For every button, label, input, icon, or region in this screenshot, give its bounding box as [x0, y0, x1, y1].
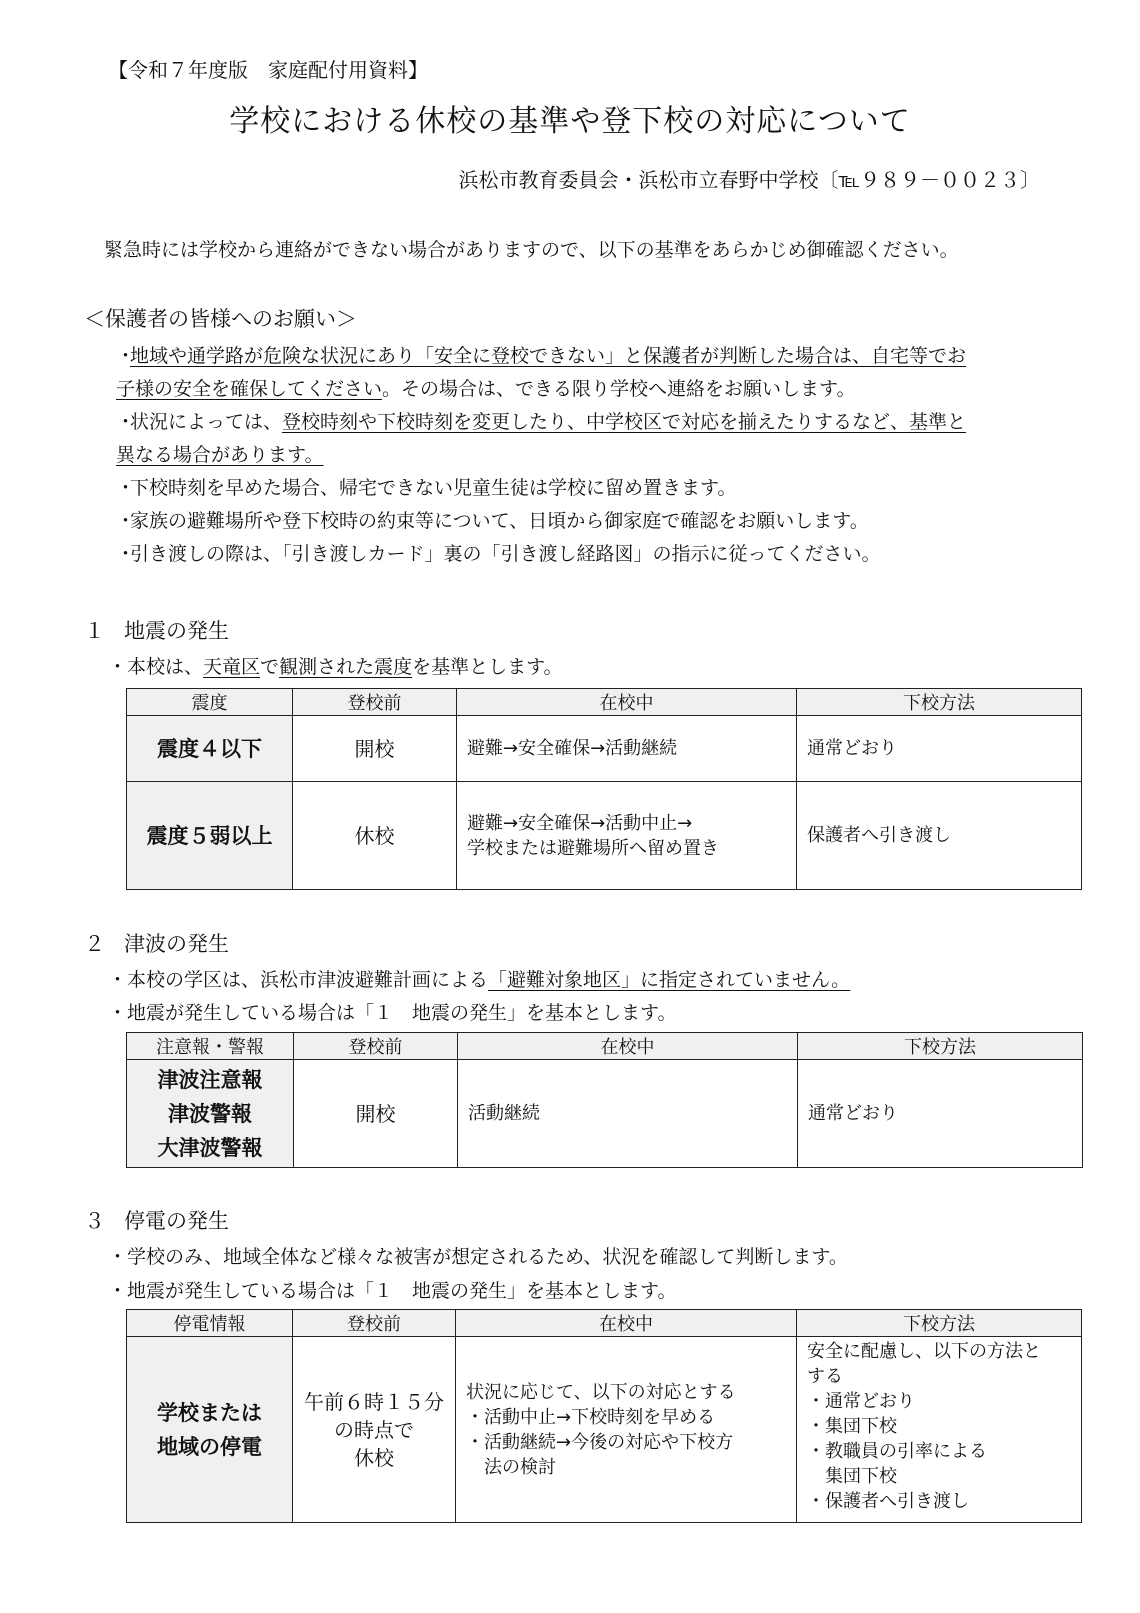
- bullet-mark: ・: [116, 345, 136, 367]
- before-school-cell: [293, 1337, 456, 1523]
- section-title: 停電の発生: [124, 1209, 229, 1233]
- at-school-cell: 活動継続: [458, 1060, 798, 1168]
- column-header: 下校方法: [797, 1310, 1082, 1337]
- table-row: [127, 716, 1082, 782]
- section-number: ３: [84, 1209, 105, 1233]
- column-header: 在校中: [456, 1310, 797, 1337]
- request-item: [116, 340, 1076, 373]
- cell-line: ・集団下校: [807, 1416, 897, 1437]
- request-text: 登校時刻や下校時刻を変更したり、中学校区で対応を揃えたりするなど、基準と: [282, 411, 967, 433]
- column-header: 下校方法: [798, 1033, 1083, 1060]
- request-item-cont: [116, 373, 1076, 406]
- note-text: を基準とします。: [412, 656, 563, 678]
- request-text: 下校時刻を早めた場合、帰宅できない児童生徒は学校に留め置きます。: [130, 477, 737, 499]
- section-title: 津波の発生: [124, 932, 229, 956]
- note-text: 本校の学区は、浜松市津波避難計画による: [127, 969, 489, 991]
- bullet-mark: ・: [108, 656, 128, 678]
- section-2-heading: [84, 928, 229, 958]
- section-3-heading: [84, 1205, 229, 1235]
- cell-line: 学校または避難場所へ留め置き: [467, 837, 719, 859]
- bullet-mark: ・: [116, 510, 136, 532]
- cell-line: の時点で: [334, 1417, 414, 1442]
- request-text: 状況によっては、: [130, 411, 283, 433]
- section-3-note: [108, 1276, 677, 1303]
- column-header: 登校前: [294, 1033, 458, 1060]
- note-text: 学校のみ、地域全体など様々な被害が想定されるため、状況を確認して判断します。: [127, 1246, 848, 1268]
- requests-heading: ＜保護者の皆様へのお願い＞: [84, 307, 357, 331]
- bullet-mark: ・: [108, 1002, 128, 1024]
- cell-line: ・活動継続→今後の対応や下校方: [466, 1431, 734, 1453]
- outage-type-cell: [127, 1337, 293, 1523]
- page-title: 学校における休校の基準や登下校の対応について: [229, 104, 911, 139]
- request-item: [116, 472, 1076, 505]
- bullet-mark: ・: [116, 411, 136, 433]
- cell-line: 津波注意報: [157, 1067, 263, 1092]
- dismissal-cell: 通常どおり: [798, 1060, 1083, 1168]
- bullet-mark: ・: [108, 1280, 128, 1302]
- column-header: 震度: [127, 689, 293, 716]
- bullet-mark: ・: [116, 543, 136, 565]
- edition-label: 【令和７年度版 家庭配付用資料】: [108, 58, 428, 82]
- cell-line: 津波警報: [168, 1101, 252, 1126]
- column-header: 停電情報: [127, 1310, 293, 1337]
- dismissal-cell: 通常どおり: [797, 716, 1082, 782]
- cell-line: 避難→安全確保→活動継続: [467, 738, 678, 759]
- requests-list: [116, 340, 1076, 571]
- before-school-cell: 開校: [293, 716, 457, 782]
- bullet-mark: ・: [116, 477, 136, 499]
- column-header: 在校中: [457, 689, 797, 716]
- note-text-underlined: 観測された震度: [279, 656, 413, 678]
- intensity-cell: 震度４以下: [127, 716, 293, 782]
- before-school-cell: 休校: [293, 782, 457, 890]
- request-text: 異なる場合があります。: [116, 444, 324, 466]
- section-number: １: [84, 619, 105, 643]
- section-title: 地震の発生: [124, 619, 229, 643]
- column-header: 下校方法: [797, 689, 1082, 716]
- column-header: 登校前: [293, 1310, 456, 1337]
- column-header: 登校前: [293, 689, 457, 716]
- bullet-mark: ・: [108, 969, 128, 991]
- dismissal-cell: 保護者へ引き渡し: [797, 782, 1082, 890]
- note-text: 地震が発生している場合は「１ 地震の発生」を基本とします。: [127, 1280, 677, 1302]
- earthquake-table: [126, 688, 1082, 890]
- issuer-line: 浜松市教育委員会・浜松市立春野中学校〔℡９８９－００２３〕: [458, 168, 1040, 192]
- cell-line: 状況に応じて、以下の対応とする: [466, 1381, 736, 1403]
- column-header: 在校中: [458, 1033, 798, 1060]
- intensity-cell: 震度５弱以上: [127, 782, 293, 890]
- cell-line: 地域の停電: [157, 1434, 262, 1459]
- cell-line: ・保護者へ引き渡し: [807, 1491, 969, 1512]
- section-2-note: [108, 998, 677, 1025]
- request-text: 引き渡しの際は、「引き渡しカード」裏の「引き渡し経路図」の指示に従ってください。: [130, 543, 881, 565]
- cell-line: 学校または: [157, 1400, 262, 1425]
- request-text: 子様の安全を確保してください: [116, 378, 383, 400]
- before-school-cell: 開校: [294, 1060, 458, 1168]
- tsunami-table: [126, 1032, 1083, 1168]
- table-header-row: [127, 1033, 1083, 1060]
- cell-line: 避難→安全確保→活動中止→: [467, 812, 693, 834]
- table-header-row: [127, 689, 1082, 716]
- cell-line: ・教職員の引率による: [807, 1441, 987, 1462]
- at-school-cell: [457, 782, 797, 890]
- column-header: 注意報・警報: [127, 1033, 294, 1060]
- cell-line: ・活動中止→下校時刻を早める: [466, 1406, 716, 1428]
- request-item-cont: [116, 439, 1076, 472]
- request-text: 。その場合は、できる限り学校へ連絡をお願いします。: [382, 378, 856, 400]
- cell-line: 休校: [354, 1445, 394, 1470]
- section-1-note: [108, 652, 563, 679]
- request-item: [116, 505, 1076, 538]
- at-school-cell: [457, 716, 797, 782]
- bullet-mark: ・: [108, 1246, 128, 1268]
- note-text-underlined: 「避難対象地区」に指定されていません。: [488, 969, 851, 991]
- request-item: [116, 538, 1076, 571]
- cell-line: 集団下校: [807, 1466, 897, 1487]
- table-row: [127, 1337, 1082, 1523]
- note-text: で: [260, 656, 280, 678]
- note-text-underlined: 天竜区: [203, 656, 261, 678]
- warning-cell: [127, 1060, 294, 1168]
- at-school-cell: [456, 1337, 797, 1523]
- intro-text: 緊急時には学校から連絡ができない場合がありますので、以下の基準をあらかじめ御確認ください。: [104, 239, 959, 261]
- cell-line: 安全に配慮し、以下の方法と: [807, 1341, 1041, 1362]
- request-text: 地域や通学路が危険な状況にあり「安全に登校できない」と保護者が判断した場合は、自宅等でお: [130, 345, 967, 367]
- table-row: [127, 782, 1082, 890]
- cell-line: 大津波警報: [157, 1135, 263, 1160]
- table-header-row: [127, 1310, 1082, 1337]
- cell-line: ・通常どおり: [807, 1391, 915, 1412]
- note-text: 本校は、: [127, 656, 204, 678]
- cell-line: 午前６時１５分: [304, 1389, 444, 1414]
- dismissal-cell: [797, 1337, 1082, 1523]
- section-2-note: [108, 965, 850, 992]
- section-number: ２: [84, 932, 105, 956]
- request-text: 家族の避難場所や登下校時の約束等について、日頃から御家庭で確認をお願いします。: [130, 510, 869, 532]
- note-text: 地震が発生している場合は「１ 地震の発生」を基本とします。: [127, 1002, 677, 1024]
- power-outage-table: [126, 1309, 1082, 1523]
- section-1-heading: [84, 615, 229, 645]
- section-3-note: [108, 1242, 848, 1269]
- request-item: [116, 406, 1076, 439]
- table-row: [127, 1060, 1083, 1168]
- cell-line: 法の検討: [466, 1456, 556, 1478]
- cell-line: する: [807, 1366, 843, 1387]
